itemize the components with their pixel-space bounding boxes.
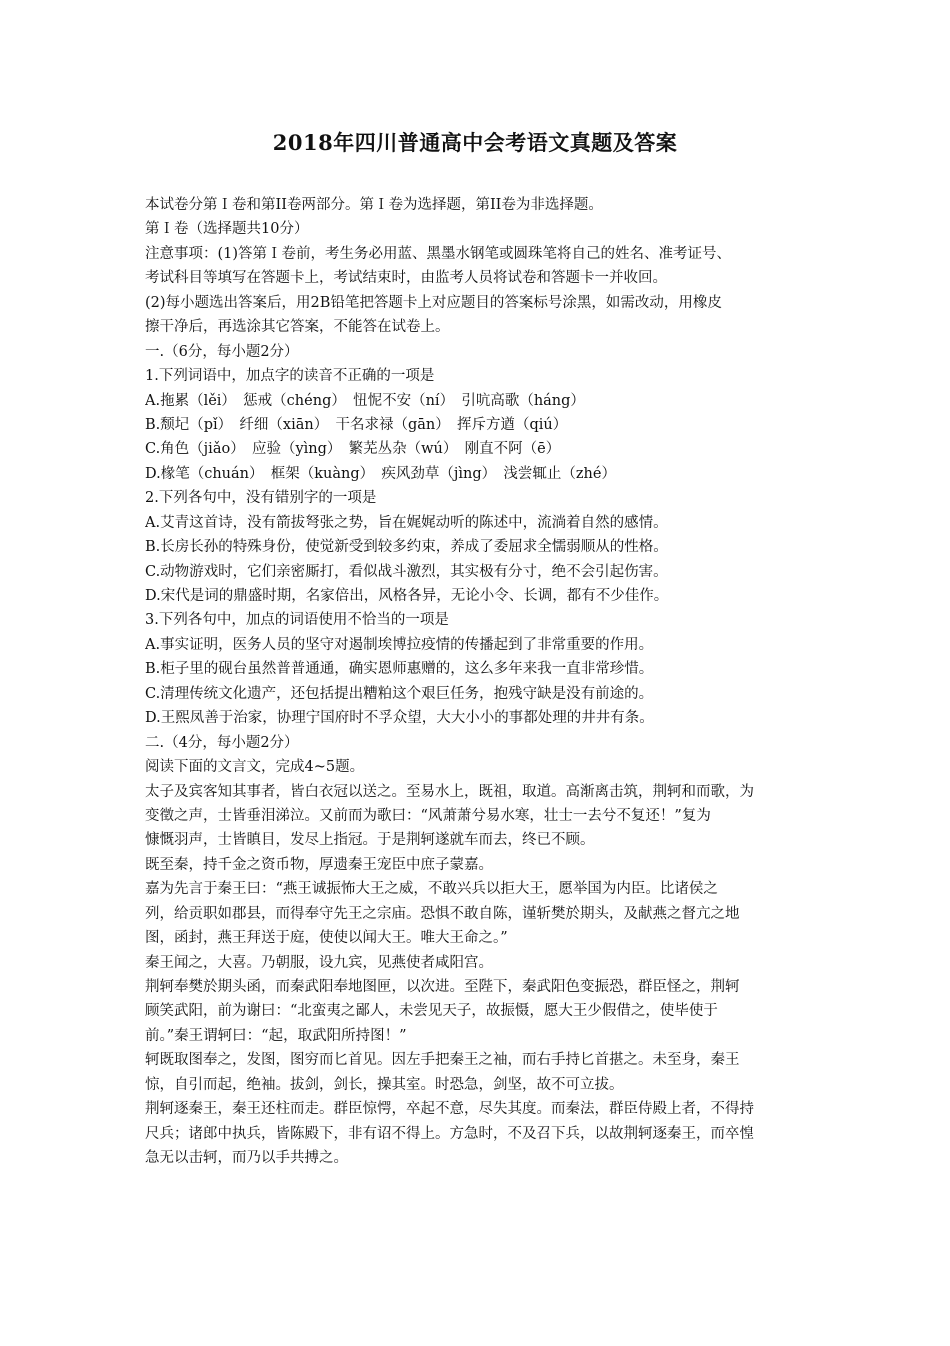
text-line: 二.（4分，每小题2分） <box>145 734 299 751</box>
text-line: 惊，自引而起，绝袖。拔剑，剑长，操其室。时恐急，剑坚，故不可立拔。 <box>145 1076 624 1093</box>
text-line: 前。”秦王谓轲曰：“起，取武阳所持图！” <box>145 1027 407 1044</box>
text-line: 第Ｉ卷（选择题共10分） <box>145 221 309 238</box>
text-line: D.椽笔（chuán） 框架（kuàng） 疾风劲草（jìng） 浅尝辄止（zhé） <box>145 465 616 482</box>
text-line: 既至秦，持千金之资币物，厚遗秦王宠臣中庶子蒙嘉。 <box>145 856 493 873</box>
text-line: 图，函封，燕王拜送于庭，使使以闻大王。唯大王命之。” <box>145 930 508 947</box>
text-line: 轲既取图奉之，发图，图穷而匕首见。因左手把秦王之袖，而右手持匕首揕之。未至身，秦王 <box>145 1052 740 1069</box>
text-line: C.角色（jiǎo） 应验（yìng） 繁芜丛杂（wú） 刚直不阿（ē） <box>145 441 561 458</box>
text-line: A.艾青这首诗，没有箭拔弩张之势，旨在娓娓动听的陈述中，流淌着自然的感情。 <box>145 514 668 531</box>
text-line: 顾笑武阳，前为谢曰：“北蛮夷之鄙人，未尝见天子，故振慑，愿大王少假借之，使毕使于 <box>145 1003 718 1020</box>
text-line: B.柜子里的砚台虽然普普通通，确实恩师惠赠的，这么多年来我一直非常珍惜。 <box>145 661 654 678</box>
text-line: B.颓圮（pǐ） 纤细（xiān） 干名求禄（gān） 挥斥方遒（qiú） <box>145 416 568 433</box>
text-line: C.动物游戏时，它们亲密厮打，看似战斗激烈，其实极有分寸，绝不会引起伤害。 <box>145 563 668 580</box>
text-line: A.事实证明，医务人员的坚守对遏制埃博拉疫情的传播起到了非常重要的作用。 <box>145 636 654 653</box>
text-line: 慷慨羽声，士皆瞋目，发尽上指冠。于是荆轲遂就车而去，终已不顾。 <box>145 832 595 849</box>
text-line: 荆轲奉樊於期头函，而秦武阳奉地图匣，以次进。至陛下，秦武阳色变振恐，群臣怪之，荆轲 <box>145 979 740 995</box>
text-line: 2.下列各句中，没有错别字的一项是 <box>145 490 377 507</box>
text-line: 阅读下面的文言文，完成4~5题。 <box>145 759 365 776</box>
text-line: D.宋代是词的鼎盛时期，名家倍出，风格各异，无论小令、长调，都有不少佳作。 <box>145 588 669 604</box>
text-line: 太子及宾客知其事者，皆白衣冠以送之。至易水上，既祖，取道。高渐离击筑，荆轲和而歌，为 <box>145 783 754 800</box>
text-line: 3.下列各句中，加点的词语使用不恰当的一项是 <box>145 612 449 629</box>
text-line: 本试卷分第Ｉ卷和第II卷两部分。第Ｉ卷为选择题，第II卷为非选择题。 <box>145 197 603 213</box>
text-line: B.长房长孙的特殊身份，使觉新受到较多约束，养成了委屈求全懦弱顺从的性格。 <box>145 539 668 556</box>
text-line: C.清理传统文化遗产，还包括提出糟粕这个艰巨任务，抱残守缺是没有前途的。 <box>145 685 654 702</box>
text-line: D.王熙凤善于治家，协理宁国府时不孚众望，大大小小的事都处理的井井有条。 <box>145 710 654 727</box>
text-line: 1.下列词语中，加点字的读音不正确的一项是 <box>145 368 435 385</box>
document-title: 2018年四川普通高中会考语文真题及答案 <box>272 130 678 155</box>
text-line: 秦王闻之，大喜。乃朝服，设九宾，见燕使者咸阳宫。 <box>145 954 493 971</box>
text-line: 注意事项：(1)答第Ｉ卷前，考生务必用蓝、黑墨水钢笔或圆珠笔将自己的姓名、准考证号、 <box>145 245 732 262</box>
text-line: 荆轲逐秦王，秦王还柱而走。群臣惊愕，卒起不意，尽失其度。而秦法，群臣侍殿上者，不得持 <box>145 1101 754 1118</box>
text-line: 急无以击轲，而乃以手共搏之。 <box>145 1150 348 1167</box>
text-line: 列，给贡职如郡县，而得奉守先王之宗庙。恐惧不敢自陈，谨斩樊於期头，及献燕之督亢之地 <box>145 905 740 922</box>
text-line: 考试科目等填写在答题卡上，考试结束时，由监考人员将试卷和答题卡一并收回。 <box>145 270 667 287</box>
text-line: 嘉为先言于秦王曰：“燕王诚振怖大王之威，不敢兴兵以拒大王，愿举国为内臣。比诸侯之 <box>145 881 718 898</box>
text-line: 尺兵；诸郎中执兵，皆陈殿下，非有诏不得上。方急时，不及召下兵，以故荆轲逐秦王，而卒惶 <box>145 1125 754 1142</box>
text-line: A.拖累（lěi） 惩戒（chéng） 忸怩不安（ní） 引吭高歌（háng） <box>145 392 585 409</box>
text-line: 擦干净后，再选涂其它答案，不能答在试卷上。 <box>145 319 450 336</box>
text-line: 变徵之声，士皆垂泪涕泣。又前而为歌曰：“风萧萧兮易水寒，壮士一去兮不复还！”复为 <box>145 807 711 824</box>
text-line: 一.（6分，每小题2分） <box>145 343 299 360</box>
document-body <box>145 193 813 1171</box>
text-line: (2)每小题选出答案后，用2B铅笔把答题卡上对应题目的答案标号涂黑，如需改动，用橡皮 <box>145 294 722 311</box>
